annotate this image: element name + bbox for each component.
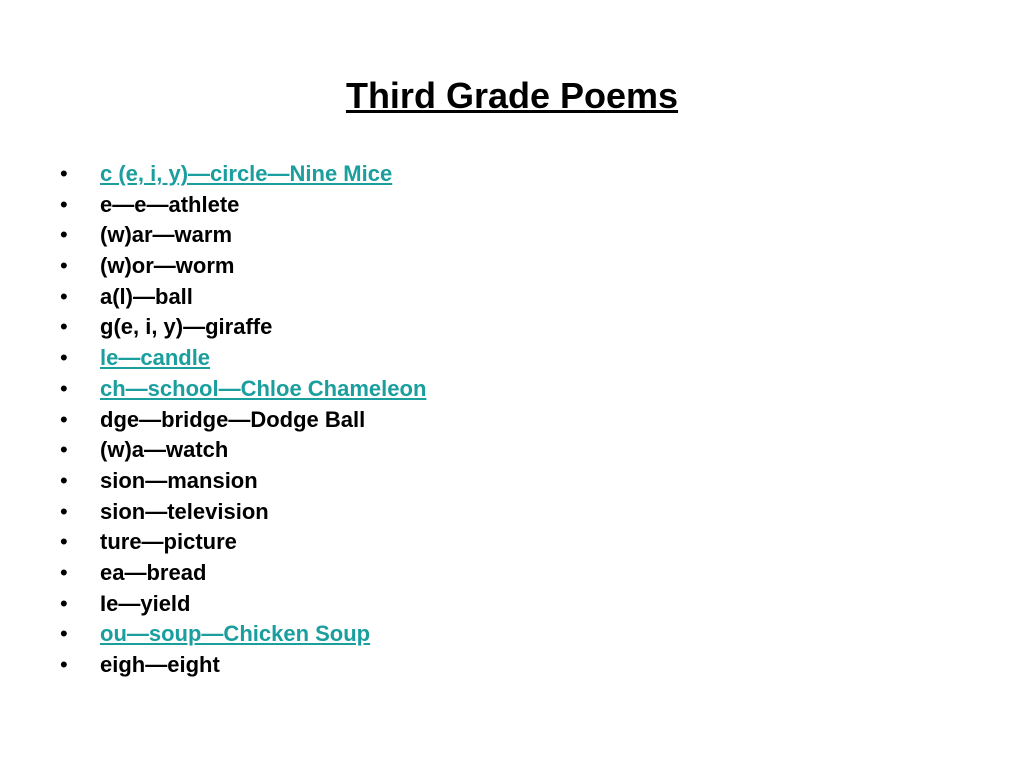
list-item-text-wrap: [100, 159, 392, 190]
list-item-label: sion—mansion: [100, 467, 258, 493]
list-item-label: a(l)—ball: [100, 283, 193, 309]
list-item-text-wrap: [100, 405, 365, 436]
bullet-icon: •: [60, 652, 68, 677]
bullet-icon: •: [60, 498, 68, 524]
list-item-text-wrap: [100, 343, 210, 374]
list-item-text-wrap: [100, 527, 237, 558]
list-item-text-wrap: [100, 589, 190, 620]
bullet-icon: •: [60, 314, 68, 340]
list-item-text-wrap: [100, 650, 220, 681]
list-item-text-wrap: [100, 251, 234, 282]
list-item-link[interactable]: le—candle: [100, 345, 211, 371]
list-item-label: g(e, i, y)—giraffe: [100, 314, 273, 340]
bullet-icon: •: [60, 222, 68, 248]
bullet-icon: •: [60, 437, 68, 463]
list-item-text-wrap: [100, 619, 370, 650]
list-item-text-wrap: [100, 558, 206, 589]
list-item-text-wrap: [100, 282, 193, 313]
list-item-label: dge—bridge—Dodge Ball: [100, 406, 366, 432]
bullet-icon: •: [60, 253, 68, 279]
slide-title: Third Grade Poems: [345, 75, 679, 116]
list-item-text-wrap: [100, 374, 426, 405]
list-item-link[interactable]: ch—school—Chloe Chameleon: [100, 375, 427, 401]
list-item-text-wrap: [100, 220, 232, 251]
list-item-label: (w)a—watch: [100, 437, 229, 463]
bullet-icon: •: [60, 529, 68, 555]
bullet-icon: •: [60, 559, 68, 585]
list-item-label: ture—picture: [100, 529, 237, 555]
list-item-text-wrap: [100, 190, 239, 221]
list-item-text-wrap: [100, 312, 272, 343]
list-item-text-wrap: [100, 466, 258, 497]
bullet-icon: •: [60, 621, 68, 647]
list-item-label: Ie—yield: [100, 590, 191, 616]
bullet-icon: •: [60, 590, 68, 616]
bullet-icon: •: [60, 283, 68, 309]
list-item-label: sion—television: [100, 498, 269, 524]
list-item-link[interactable]: c (e, i, y)—circle—Nine Mice: [100, 161, 393, 186]
list-item-label: eigh—eight: [100, 652, 220, 677]
list-item-label: (w)ar—warm: [100, 222, 233, 248]
list-item-text-wrap: [100, 497, 269, 528]
bullet-icon: •: [60, 467, 68, 493]
list-item-label: (w)or—worm: [100, 253, 235, 279]
bullet-icon: •: [60, 191, 68, 217]
list-item-link[interactable]: ou—soup—Chicken Soup: [100, 621, 371, 647]
bullet-icon: •: [60, 345, 68, 371]
list-item-label: e—e—athlete: [100, 191, 240, 217]
list-item-label: ea—bread: [100, 559, 207, 585]
bullet-icon: •: [60, 375, 68, 401]
bullet-icon: •: [60, 161, 68, 186]
list-item-text-wrap: [100, 435, 228, 466]
bullet-icon: •: [60, 406, 68, 432]
